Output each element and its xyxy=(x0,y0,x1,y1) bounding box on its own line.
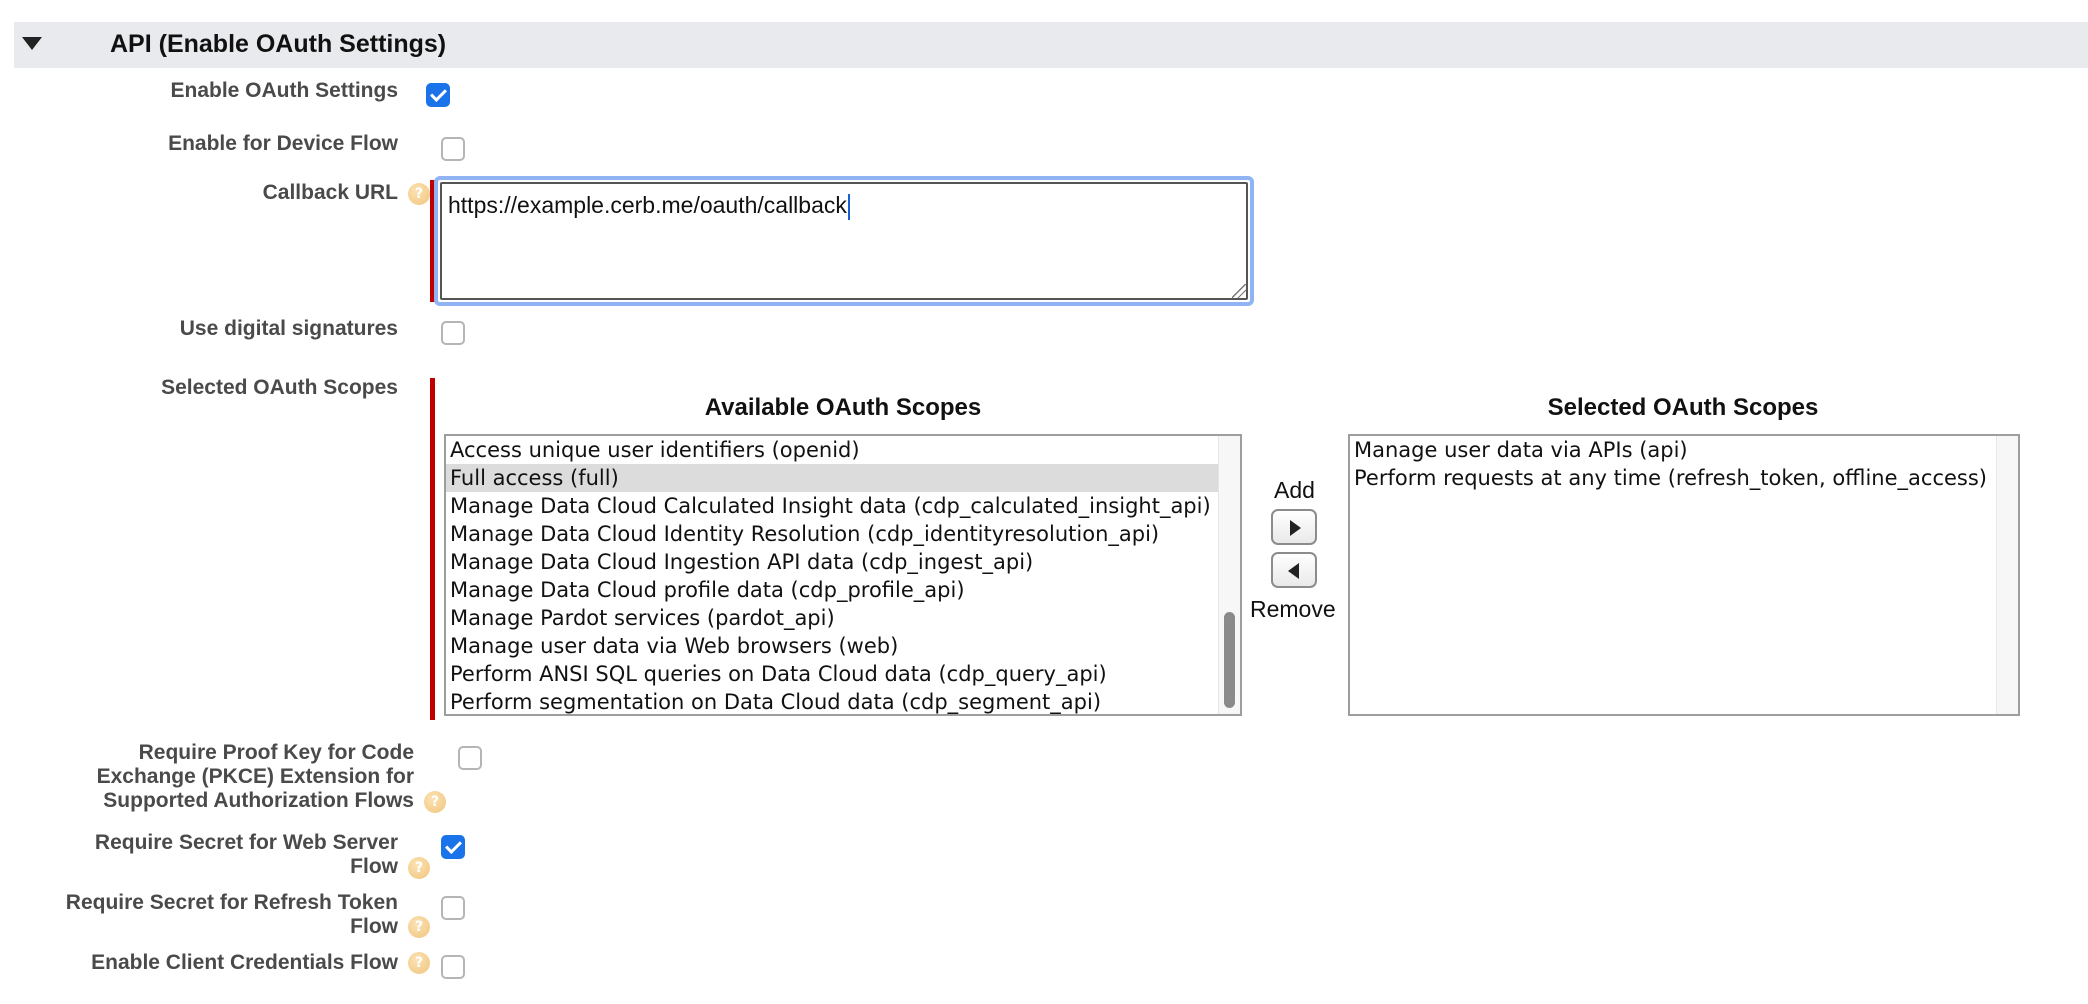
client-credentials-label: Enable Client Credentials Flow xyxy=(91,951,398,974)
scope-option[interactable]: Full access (full) xyxy=(446,464,1240,492)
digital-signatures-label: Use digital signatures xyxy=(179,317,398,340)
secret-refresh-label-line1: Require Secret for Refresh Token xyxy=(65,891,398,914)
client-credentials-checkbox[interactable] xyxy=(441,955,465,979)
collapse-triangle-icon[interactable] xyxy=(22,37,42,50)
scrollbar[interactable] xyxy=(1218,436,1240,714)
arrow-right-icon xyxy=(1290,520,1301,536)
help-icon[interactable]: ? xyxy=(408,916,430,938)
scrollbar[interactable] xyxy=(1996,436,2018,714)
callback-url-field[interactable] xyxy=(434,176,1254,306)
device-flow-checkbox[interactable] xyxy=(441,137,465,161)
available-scopes-options xyxy=(446,436,1240,716)
help-icon[interactable]: ? xyxy=(408,952,430,974)
scope-option[interactable]: Manage Data Cloud profile data (cdp_profile_api) xyxy=(450,578,965,602)
scope-option[interactable]: Manage Data Cloud Calculated Insight data (cdp_calculated_insight_api) xyxy=(450,494,1211,518)
available-scopes-heading: Available OAuth Scopes xyxy=(704,394,982,421)
callback-url-label xyxy=(263,181,398,205)
scope-option[interactable]: Manage Pardot services (pardot_api) xyxy=(450,606,835,630)
device-flow-label: Enable for Device Flow xyxy=(168,132,398,155)
selected-scope-option[interactable]: Perform requests at any time (refresh_token, offline_access) xyxy=(1354,466,1987,490)
secret-web-server-label-line2: Flow xyxy=(350,855,398,878)
scope-option[interactable]: Manage user data via Web browsers (web) xyxy=(450,634,899,658)
scrollbar-thumb[interactable] xyxy=(1224,612,1235,708)
callback-url-textarea[interactable] xyxy=(440,182,1248,300)
enable-oauth-label: Enable OAuth Settings xyxy=(170,79,398,102)
selected-scope-option[interactable]: Manage user data via APIs (api) xyxy=(1354,438,1688,462)
digital-signatures-checkbox[interactable] xyxy=(441,321,465,345)
selected-scopes-heading: Selected OAuth Scopes xyxy=(1547,394,1819,421)
add-label: Add xyxy=(1274,477,1315,503)
pkce-label-line3: Supported Authorization Flows xyxy=(103,789,414,812)
scope-option[interactable]: Perform segmentation on Data Cloud data (cdp_segment_api) xyxy=(450,690,1102,714)
selected-scopes-options xyxy=(1350,436,2018,492)
text-caret xyxy=(848,194,850,220)
secret-refresh-label-line2: Flow xyxy=(350,915,398,938)
pkce-label xyxy=(97,741,414,813)
secret-refresh-label xyxy=(66,891,398,939)
callback-url-label-text: Callback URL xyxy=(262,181,398,204)
available-scopes-listbox[interactable] xyxy=(444,434,1242,716)
secret-refresh-checkbox[interactable] xyxy=(441,896,465,920)
required-indicator xyxy=(430,378,435,720)
scope-option[interactable]: Access unique user identifiers (openid) xyxy=(450,438,860,462)
scope-option[interactable]: Manage Data Cloud Ingestion API data (cdp_ingest_api) xyxy=(450,550,1034,574)
pkce-label-line1: Require Proof Key for Code xyxy=(138,741,414,764)
remove-button[interactable] xyxy=(1271,552,1317,588)
help-icon[interactable]: ? xyxy=(424,791,446,813)
arrow-left-icon xyxy=(1288,563,1299,579)
callback-url-value: https://example.cerb.me/oauth/callback xyxy=(448,192,847,218)
secret-web-server-label-line1: Require Secret for Web Server xyxy=(94,831,398,854)
scope-option[interactable]: Perform ANSI SQL queries on Data Cloud data (cdp_query_api) xyxy=(450,662,1107,686)
pkce-label-line2: Exchange (PKCE) Extension for xyxy=(96,765,414,788)
add-button[interactable] xyxy=(1271,509,1317,545)
selected-scopes-listbox[interactable] xyxy=(1348,434,2020,716)
remove-label: Remove xyxy=(1250,596,1336,622)
enable-oauth-checkbox[interactable] xyxy=(426,83,450,107)
secret-web-server-label xyxy=(95,831,398,879)
pkce-checkbox[interactable] xyxy=(458,746,482,770)
scope-option[interactable]: Manage Data Cloud Identity Resolution (cdp_identityresolution_api) xyxy=(450,522,1160,546)
secret-web-server-checkbox[interactable] xyxy=(441,835,465,859)
selected-scopes-label: Selected OAuth Scopes xyxy=(161,376,398,399)
help-icon[interactable]: ? xyxy=(408,183,430,205)
section-title: API (Enable OAuth Settings) xyxy=(110,30,447,58)
help-icon[interactable]: ? xyxy=(408,857,430,879)
resize-handle-icon[interactable] xyxy=(1232,284,1246,298)
